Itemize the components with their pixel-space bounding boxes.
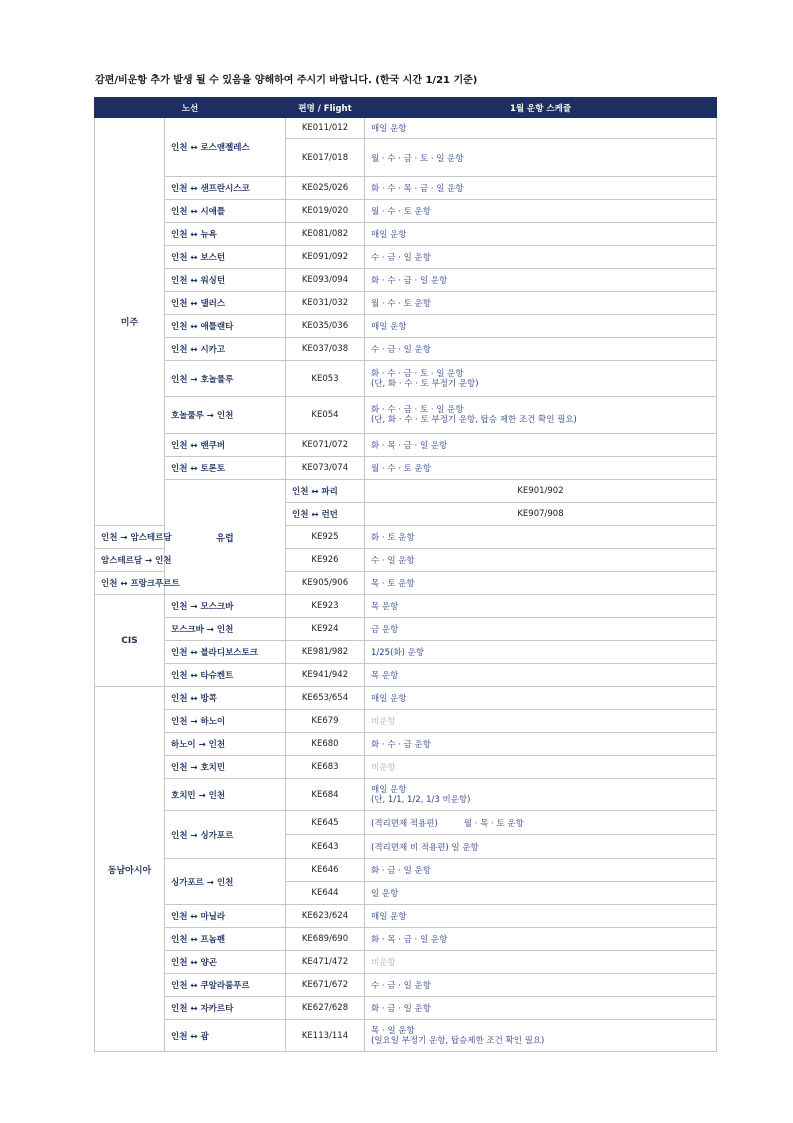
region-southeast-asia: 동남아시아 [95,687,165,1052]
flight-cell: KE627/628 [286,997,365,1020]
flight-cell: KE019/020 [286,200,365,223]
schedule-cell [365,397,717,434]
schedule-cell: 수 · 금 · 일 운항 [365,338,717,361]
flight-cell: KE671/672 [286,974,365,997]
schedule-days: 월 · 목 · 토 운항 [463,818,524,829]
schedule-cell: 화 · 수 · 금 · 일 운항 [365,269,717,292]
schedule-cell [365,811,717,835]
schedule-cell: 매일 운항 [365,315,717,338]
route-cell: 인천 ↔ 마닐라 [165,905,286,928]
route-cell: 인천 ↔ 워싱턴 [165,269,286,292]
schedule-text: (격리면제 적용편) [371,818,438,829]
schedule-cell: 매일 운항 [365,687,717,710]
schedule-cell [365,361,717,397]
table-row [95,361,717,397]
schedule-cell: 화 · 토 운항 [365,526,717,549]
table-row [95,1020,717,1052]
route-cell: 인천 ↔ 방콕 [165,687,286,710]
schedule-cell: 화 · 목 · 금 · 일 운항 [365,434,717,457]
schedule-cell: 월 · 수 · 토 운항 [365,457,717,480]
route-cell: 인천 ↔ 샌프란시스코 [165,177,286,200]
route-cell: 인천 ↔ 괌 [165,1020,286,1052]
schedule-cell: 월 · 수 · 금 · 토 · 일 운항 [365,139,717,177]
flight-cell: KE901/902 [365,480,717,503]
flight-cell: KE683 [286,756,365,779]
flight-cell: KE689/690 [286,928,365,951]
route-cell: 인천 ↔ 댈러스 [165,292,286,315]
table-row [95,480,717,503]
schedule-cell: 목 운항 [365,664,717,687]
table-header-row [95,98,717,118]
flight-cell: KE907/908 [365,503,717,526]
flight-cell: KE093/094 [286,269,365,292]
route-cell: 인천 ↔ 파리 [286,480,365,503]
flight-cell: KE679 [286,710,365,733]
flight-cell: KE923 [286,595,365,618]
route-cell: 인천 ↔ 양곤 [165,951,286,974]
table-row [95,974,717,997]
flight-cell: KE073/074 [286,457,365,480]
flight-cell: KE091/092 [286,246,365,269]
flight-cell: KE113/114 [286,1020,365,1052]
route-cell: 모스크바 → 인천 [165,618,286,641]
table-row [95,177,717,200]
schedule-note: (일요일 부정기 운항, 탑승제한 조건 확인 필요) [371,1035,545,1046]
schedule-cell: 수 · 금 · 일 운항 [365,246,717,269]
schedule-cell: 비운항 [365,951,717,974]
region-americas: 미주 [95,118,165,526]
route-cell: 인천 ↔ 보스턴 [165,246,286,269]
table-row [95,457,717,480]
route-cell: 인천 ↔ 애틀랜타 [165,315,286,338]
region-cis: CIS [95,595,165,687]
table-row [95,595,717,618]
table-row [95,397,717,434]
flight-cell: KE645 [286,811,365,835]
flight-cell: KE926 [286,549,365,572]
schedule-cell: 화 · 목 · 금 · 일 운항 [365,928,717,951]
flight-cell: KE031/032 [286,292,365,315]
table-row [95,756,717,779]
flight-cell: KE035/036 [286,315,365,338]
table-row [95,315,717,338]
flight-schedule-table [94,97,717,1052]
schedule-text: 화 · 수 · 금 · 토 · 일 운항 [371,368,464,379]
route-cell: 암스테르담 → 인천 [95,549,165,572]
table-row [95,859,717,882]
schedule-cell: 목 · 토 운항 [365,572,717,595]
schedule-cell: 1/25(화) 운항 [365,641,717,664]
route-cell: 싱가포르 → 인천 [165,859,286,905]
schedule-cell [365,779,717,811]
schedule-cell: 화 · 금 · 일 운항 [365,859,717,882]
schedule-cell: 매일 운항 [365,223,717,246]
schedule-text: 화 · 수 · 금 · 토 · 일 운항 [371,405,464,415]
flight-cell: KE071/072 [286,434,365,457]
table-row [95,951,717,974]
schedule-cell: 매일 운항 [365,118,717,139]
route-cell: 하노이 → 인천 [165,733,286,756]
schedule-cell: 목 운항 [365,595,717,618]
table-row [95,687,717,710]
schedule-note: (단, 화 · 수 · 토 부정기 운항) [371,378,479,389]
route-cell: 인천 ↔ 타슈켄트 [165,664,286,687]
route-cell: 인천 → 암스테르담 [95,526,165,549]
table-row [95,928,717,951]
flight-cell: KE925 [286,526,365,549]
schedule-cell: 화 · 금 · 일 운항 [365,997,717,1020]
flight-cell: KE025/026 [286,177,365,200]
flight-cell: KE011/012 [286,118,365,139]
route-cell: 인천 ↔ 토론토 [165,457,286,480]
route-cell: 인천 ↔ 시애틀 [165,200,286,223]
route-cell: 인천 ↔ 프놈펜 [165,928,286,951]
table-row [95,641,717,664]
route-cell: 인천 ↔ 시카고 [165,338,286,361]
schedule-cell: 화 · 수 · 금 운항 [365,733,717,756]
schedule-cell: 매일 운항 [365,905,717,928]
table-row [95,200,717,223]
flight-cell: KE053 [286,361,365,397]
route-cell: 인천 → 호치민 [165,756,286,779]
table-row [95,338,717,361]
route-cell: 호놀룰루 → 인천 [165,397,286,434]
schedule-cell: 비운항 [365,710,717,733]
table-row [95,118,717,139]
route-cell: 인천 ↔ 로스앤젤레스 [165,118,286,177]
route-cell: 호치민 → 인천 [165,779,286,811]
flight-cell: KE623/624 [286,905,365,928]
table-row [95,223,717,246]
table-row [95,664,717,687]
flight-cell: KE941/942 [286,664,365,687]
table-row [95,710,717,733]
schedule-cell: 화 · 수 · 목 · 금 · 일 운항 [365,177,717,200]
schedule-cell: (격리면제 비 적용편) 일 운항 [365,835,717,859]
table-row [95,269,717,292]
route-cell: 인천 ↔ 뉴욕 [165,223,286,246]
table-row [95,246,717,269]
flight-cell: KE037/038 [286,338,365,361]
schedule-note: (단, 1/1, 1/2, 1/3 비운항) [371,794,471,805]
schedule-note: (단, 화 · 수 · 토 부정기 운항, 탑승 제한 조건 확인 필요) [371,415,577,425]
flight-cell: KE054 [286,397,365,434]
flight-cell: KE981/982 [286,641,365,664]
table-row [95,811,717,835]
header-flight: 편명 / Flight [286,98,365,118]
flight-cell: KE653/654 [286,687,365,710]
flight-cell: KE471/472 [286,951,365,974]
flight-cell: KE924 [286,618,365,641]
schedule-cell: 금 운항 [365,618,717,641]
region-europe: 유럽 [165,480,286,595]
table-row [95,997,717,1020]
route-cell: 인천 ↔ 블라디보스토크 [165,641,286,664]
flight-cell: KE684 [286,779,365,811]
flight-cell: KE081/082 [286,223,365,246]
table-row [95,618,717,641]
notice-text: 감편/비운항 추가 발생 될 수 있음을 양해하여 주시기 바랍니다. (한국 시간 1/21 기준) [95,75,478,86]
route-cell: 인천 ↔ 자카르타 [165,997,286,1020]
route-cell: 인천 → 호놀룰루 [165,361,286,397]
schedule-text: 매일 운항 [371,784,407,795]
schedule-cell: 월 · 수 · 토 운항 [365,200,717,223]
table-row [95,434,717,457]
flight-cell: KE643 [286,835,365,859]
table-row [95,292,717,315]
schedule-cell: 수 · 금 · 일 운항 [365,974,717,997]
schedule-cell: 비운항 [365,756,717,779]
header-schedule: 1월 운항 스케쥴 [365,98,717,118]
route-cell: 인천 ↔ 프랑크푸르트 [95,572,165,595]
flight-cell: KE017/018 [286,139,365,177]
schedule-cell [365,1020,717,1052]
route-cell: 인천 → 모스크바 [165,595,286,618]
route-cell: 인천 ↔ 런던 [286,503,365,526]
route-cell: 인천 ↔ 밴쿠버 [165,434,286,457]
schedule-cell: 일 운항 [365,882,717,905]
table-row [95,779,717,811]
table-row [95,905,717,928]
flight-cell: KE646 [286,859,365,882]
header-route: 노선 [95,98,286,118]
schedule-text: 목 · 일 운항 [371,1025,415,1036]
route-cell: 인천 → 싱가포르 [165,811,286,859]
schedule-cell: 수 · 일 운항 [365,549,717,572]
flight-cell: KE680 [286,733,365,756]
table-row [95,733,717,756]
route-cell: 인천 → 하노이 [165,710,286,733]
flight-cell: KE905/906 [286,572,365,595]
route-cell: 인천 ↔ 쿠알라룸푸르 [165,974,286,997]
schedule-cell: 월 · 수 · 토 운항 [365,292,717,315]
flight-cell: KE644 [286,882,365,905]
